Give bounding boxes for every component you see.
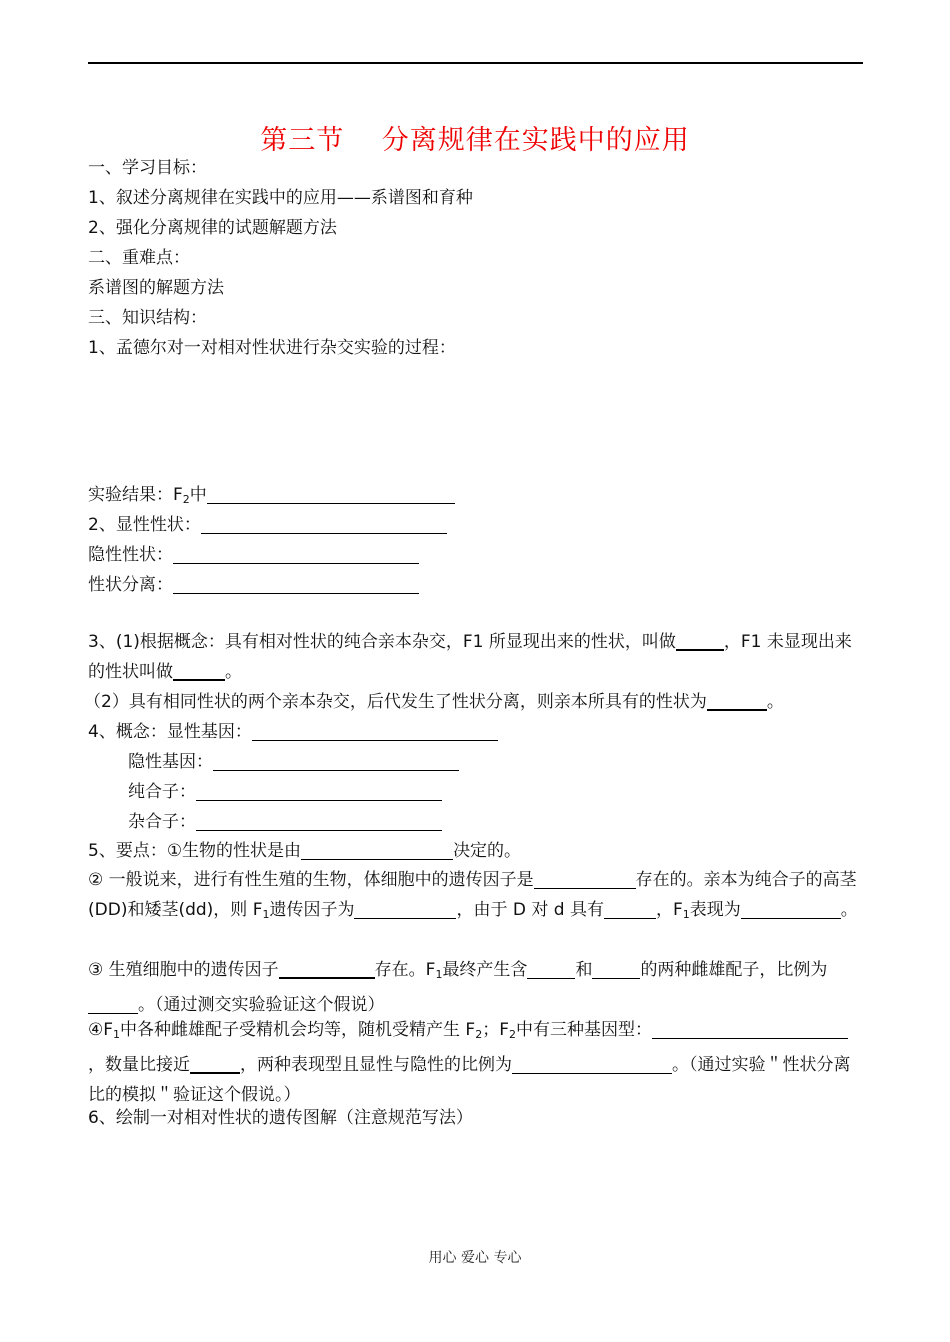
question-3-1: 3、(1)根据概念：具有相对性状的纯合亲本杂交，F1 所显现出来的性状，叫做 ，F1 未显现出来的性状叫做 。 [88,627,864,687]
blank-heterozygote[interactable] [196,810,442,831]
blank-q5-10[interactable] [652,1018,848,1039]
blank-q5-7[interactable] [527,958,575,979]
heterozygote: 杂合子： [128,807,442,837]
key-point-1: 系谱图的解题方法 [88,278,224,298]
blank-q5-6[interactable] [279,957,375,979]
section-knowledge: 三、知识结构： [88,308,207,328]
blank-dominant[interactable] [201,513,447,534]
question-6: 6、绘制一对相对性状的遗传图解（注意规范写法） [88,1108,473,1128]
blank-q5-8[interactable] [592,958,640,979]
footer-text: 用心 爱心 专心 [428,1250,522,1266]
question-5-1: 5、要点：①生物的性状是由 决定的。 [88,841,522,861]
blank-q5-12[interactable] [512,1053,672,1074]
trait-segregation: 性状分离： [88,570,419,600]
question-5-4: $④F_1$中各种雌雄配子受精机会均等，随机受精产生 $F_2$；$F_2$中有三种基因型：，数量比接近 ，两种表现型且显性与隐性的比例为 。（通过实验＂性状分离比的模拟＂验证这个假说。） [88,1020,851,1105]
objective-1: 1、叙述分离规律在实践中的应用——系谱图和育种 [88,188,473,208]
blank-q5-3[interactable] [354,898,456,919]
question-5-2: ② 一般说来，进行有性生殖的生物，体细胞中的遗传因子是 存在的。亲本为纯合子的高茎(DD)和矮茎(dd)，则 $F_1$遗传因子为 ，由于 D 对 d 具有 ，$F_1$表现为 。 [88,870,858,921]
experiment-result: 实验结果：$F_2$中 [88,480,455,515]
blank-q5-9[interactable] [88,993,138,1014]
homozygote: 纯合子： [128,777,442,807]
knowledge-item-1: 1、孟德尔对一对相对性状进行杂交实验的过程： [88,338,456,358]
section-key-points: 二、重难点： [88,248,190,268]
blank-homozygote[interactable] [196,780,442,801]
blank-segregation[interactable] [173,573,419,594]
blank-q5-1[interactable] [301,839,453,860]
question-3-2: （2）具有相同性状的两个亲本杂交，后代发生了性状分离，则亲本所具有的性状为 。 [84,687,784,717]
blank-q3-1[interactable] [676,629,724,651]
blank-dominant-gene[interactable] [252,720,498,741]
section-objectives: 一、学习目标： [88,158,207,178]
blank-q5-2[interactable] [534,868,636,889]
objective-2: 2、强化分离规律的试题解题方法 [88,218,337,238]
blank-result[interactable] [207,483,455,504]
page-title: 第三节 分离规律在实践中的应用 [260,125,690,156]
blank-q5-11[interactable] [190,1052,240,1074]
recessive-trait: 隐性性状： [88,540,419,570]
blank-q5-5[interactable] [741,898,841,919]
blank-recessive-gene[interactable] [213,750,459,771]
dominant-trait: 2、显性性状： [88,510,447,540]
blank-q3-3[interactable] [707,689,767,711]
question-5-3: ③ 生殖细胞中的遗传因子 存在。$F_1$最终产生含 和 的两种雌雄配子，比例为。（通过测交实验验证这个假说） [88,955,864,1020]
header-rule [88,62,863,64]
recessive-gene: 隐性基因： [128,747,459,777]
blank-q3-2[interactable] [173,659,225,681]
blank-q5-4[interactable] [604,898,656,919]
question-4: 4、概念：显性基因： [88,717,498,747]
blank-recessive[interactable] [173,543,419,564]
